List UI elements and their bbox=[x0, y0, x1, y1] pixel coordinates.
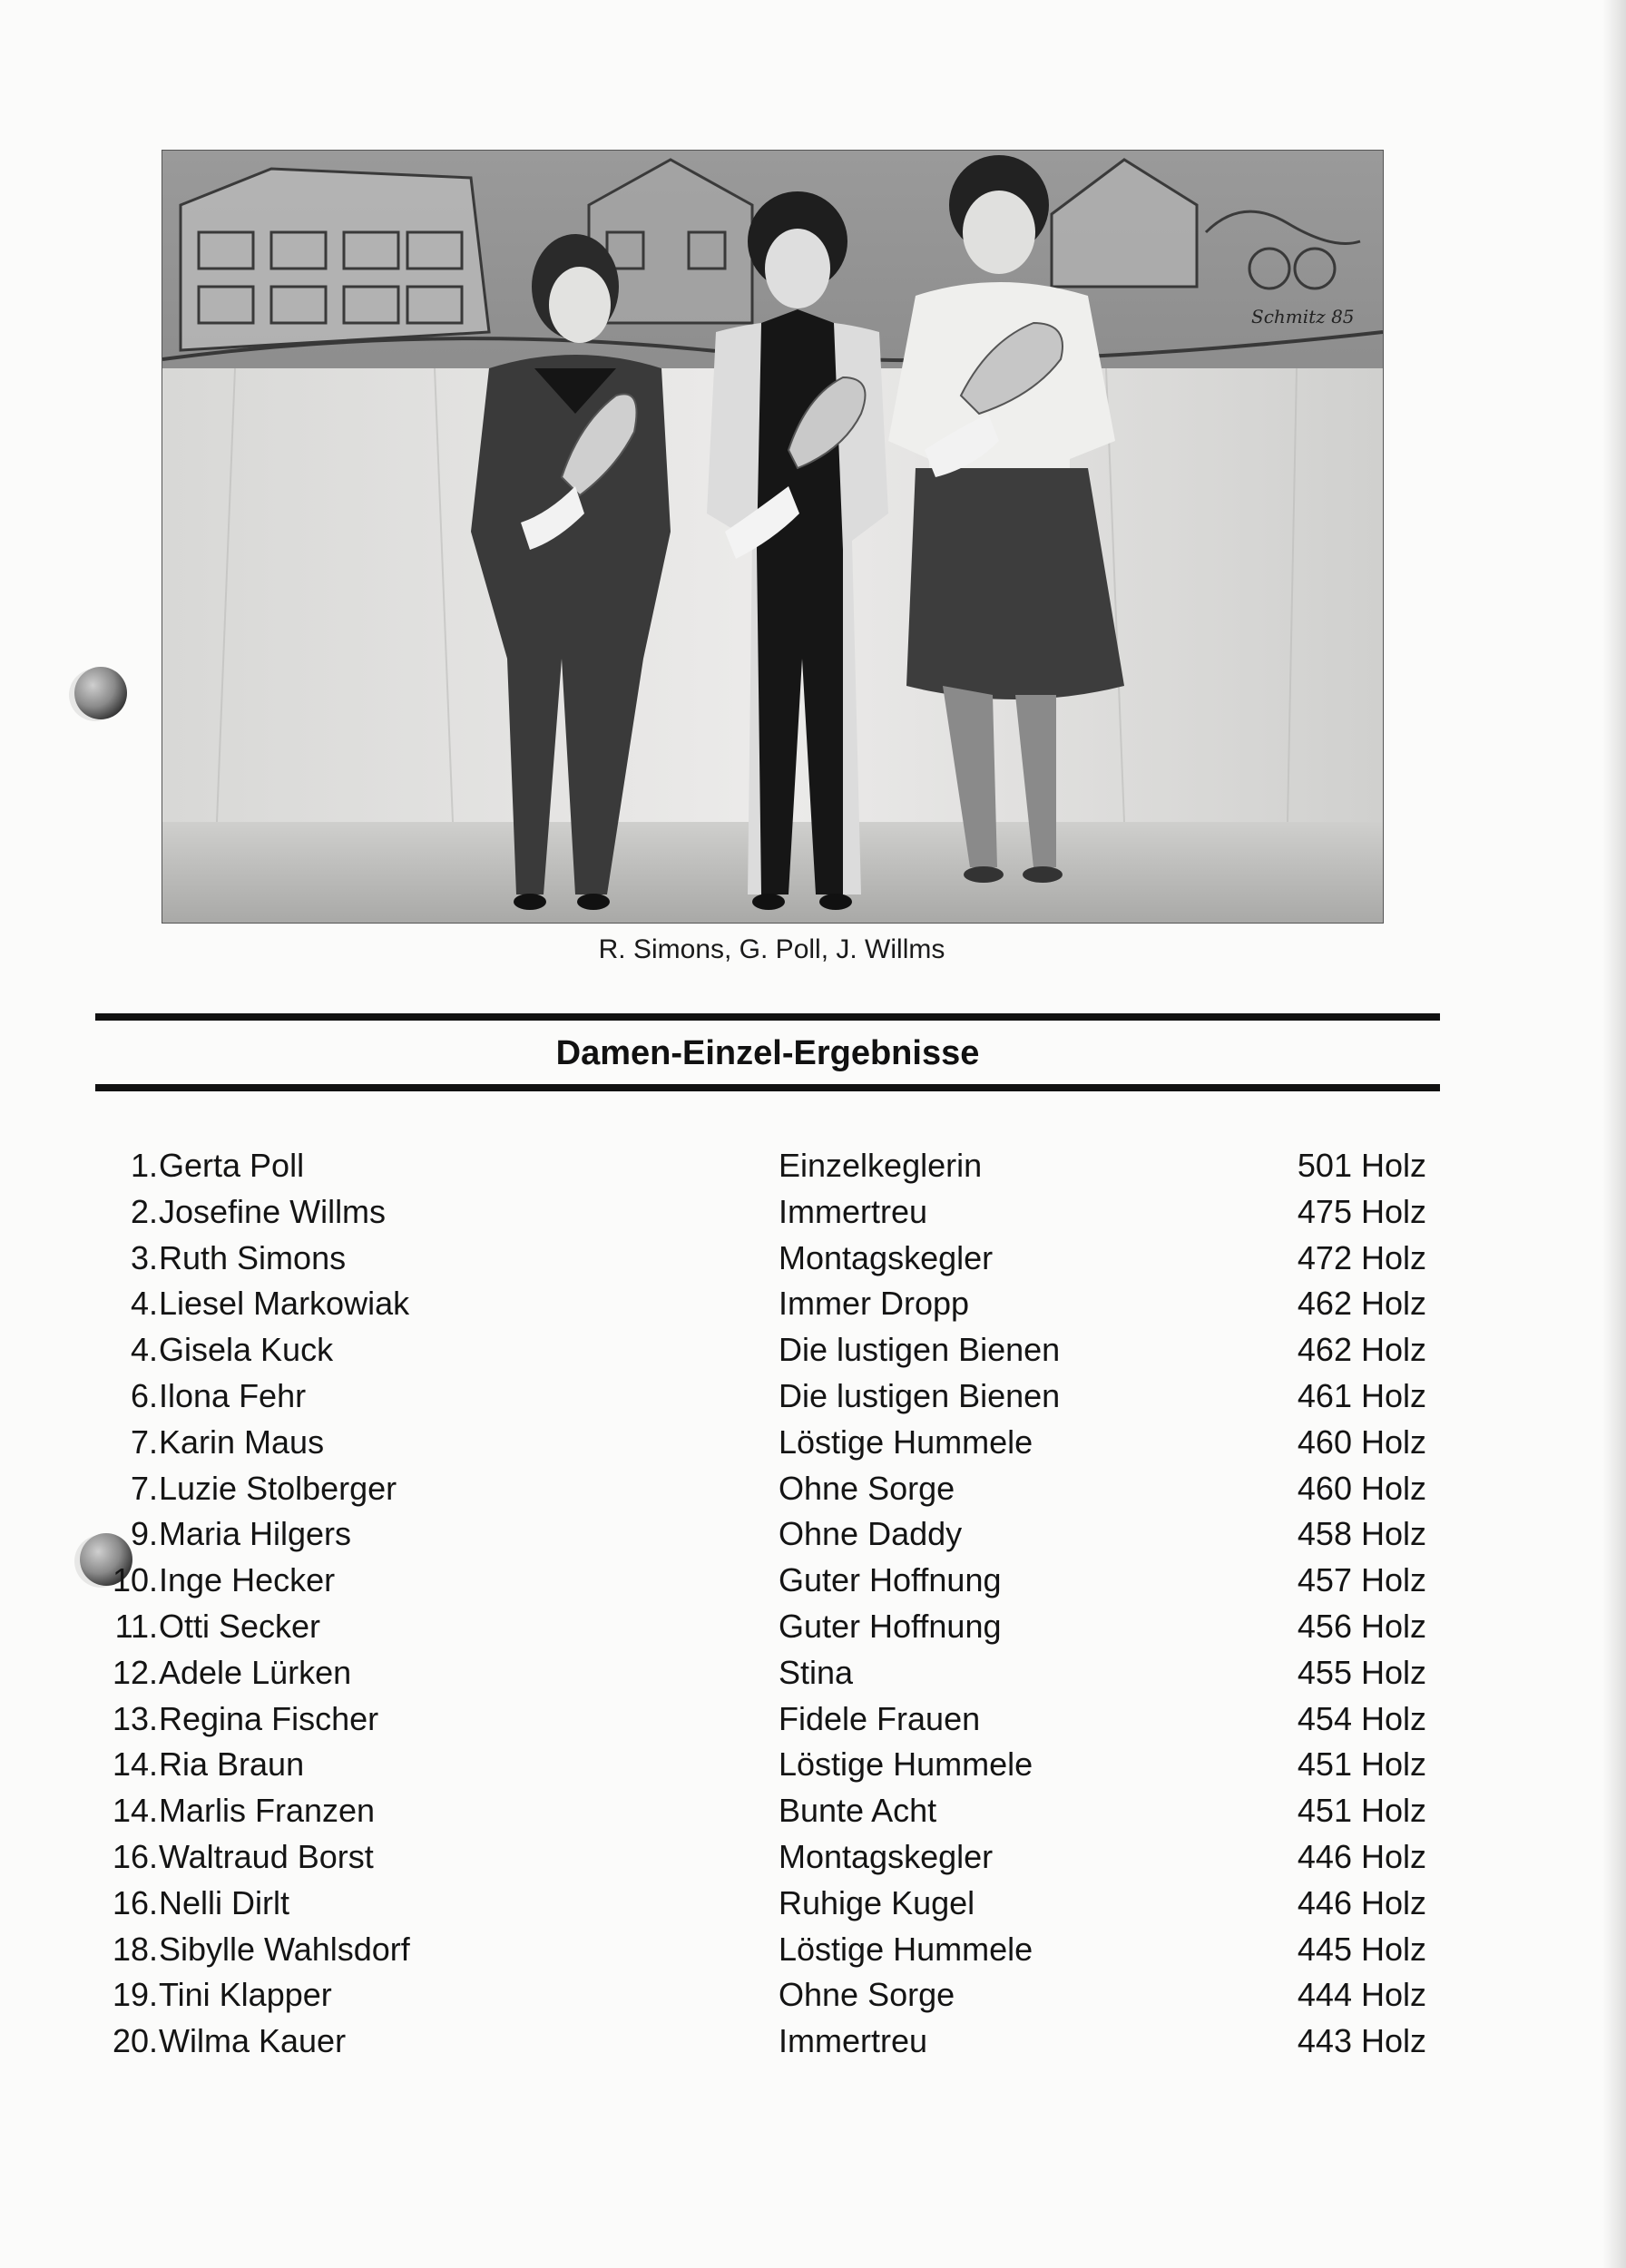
result-name: Gerta Poll bbox=[159, 1147, 305, 1184]
result-name: Liesel Markowiak bbox=[159, 1285, 410, 1323]
photo-caption: R. Simons, G. Poll, J. Willms bbox=[598, 934, 945, 964]
result-club: Löstige Hummele bbox=[779, 1745, 1033, 1784]
result-name: Waltraud Borst bbox=[159, 1837, 374, 1875]
result-rank: 10. bbox=[112, 1561, 158, 1599]
result-club: Die lustigen Bienen bbox=[779, 1376, 1061, 1414]
result-row bbox=[0, 1696, 1626, 1743]
result-row bbox=[0, 1327, 1626, 1374]
result-row bbox=[0, 1281, 1626, 1327]
result-score: 460 Holz bbox=[1297, 1422, 1426, 1461]
result-rank: 14. bbox=[112, 1792, 158, 1830]
result-name: Adele Lürken bbox=[159, 1653, 352, 1691]
result-row bbox=[0, 1511, 1626, 1558]
result-score: 501 Holz bbox=[1297, 1147, 1426, 1184]
result-club: Guter Hoffnung bbox=[779, 1607, 1002, 1645]
result-row bbox=[0, 1189, 1626, 1236]
result-score: 457 Holz bbox=[1297, 1561, 1426, 1599]
result-rank: 4. bbox=[130, 1331, 158, 1369]
result-row bbox=[0, 1972, 1626, 2019]
result-score: 460 Holz bbox=[1297, 1469, 1426, 1507]
result-club: Fidele Frauen bbox=[779, 1699, 981, 1737]
result-score: 451 Holz bbox=[1297, 1792, 1426, 1830]
result-name: Otti Secker bbox=[159, 1607, 321, 1645]
result-score: 454 Holz bbox=[1297, 1699, 1426, 1737]
result-row bbox=[0, 1558, 1626, 1604]
result-name: Josefine Willms bbox=[159, 1192, 387, 1230]
result-score: 446 Holz bbox=[1297, 1837, 1426, 1875]
result-club: Löstige Hummele bbox=[779, 1422, 1033, 1461]
result-club: Montagskegler bbox=[779, 1238, 994, 1276]
result-row bbox=[0, 2019, 1626, 2065]
result-row bbox=[0, 1788, 1626, 1834]
result-club: Stina bbox=[779, 1653, 854, 1691]
result-rank: 4. bbox=[130, 1285, 158, 1323]
result-name: Maria Hilgers bbox=[159, 1515, 352, 1553]
result-name: Karin Maus bbox=[159, 1422, 325, 1461]
result-score: 456 Holz bbox=[1297, 1607, 1426, 1645]
result-rank: 11. bbox=[114, 1607, 158, 1645]
group-photo bbox=[162, 150, 1384, 924]
result-row bbox=[0, 1650, 1626, 1696]
result-rank: 12. bbox=[112, 1653, 158, 1691]
result-name: Nelli Dirlt bbox=[159, 1883, 289, 1921]
result-rank: 16. bbox=[112, 1837, 158, 1875]
result-club: Bunte Acht bbox=[779, 1792, 937, 1830]
result-row bbox=[0, 1927, 1626, 1973]
result-rank: 13. bbox=[112, 1699, 158, 1737]
result-row bbox=[0, 1604, 1626, 1650]
result-rank: 7. bbox=[130, 1469, 158, 1507]
result-club: Ohne Sorge bbox=[779, 1976, 955, 2014]
result-name: Luzie Stolberger bbox=[159, 1469, 397, 1507]
punch-hole-icon bbox=[74, 667, 127, 719]
result-score: 472 Holz bbox=[1297, 1238, 1426, 1276]
result-score: 455 Holz bbox=[1297, 1653, 1426, 1691]
result-club: Guter Hoffnung bbox=[779, 1561, 1002, 1599]
result-score: 444 Holz bbox=[1297, 1976, 1426, 2014]
result-row bbox=[0, 1420, 1626, 1466]
result-row bbox=[0, 1466, 1626, 1512]
result-score: 445 Holz bbox=[1297, 1930, 1426, 1968]
result-row bbox=[0, 1374, 1626, 1420]
result-score: 443 Holz bbox=[1297, 2022, 1426, 2060]
result-row bbox=[0, 1143, 1626, 1189]
result-club: Immertreu bbox=[779, 1192, 928, 1230]
result-name: Sibylle Wahlsdorf bbox=[159, 1930, 410, 1968]
result-name: Tini Klapper bbox=[159, 1976, 332, 2014]
result-club: Ruhige Kugel bbox=[779, 1883, 975, 1921]
result-name: Marlis Franzen bbox=[159, 1792, 376, 1830]
result-score: 451 Holz bbox=[1297, 1745, 1426, 1784]
section-title: Damen-Einzel-Ergebnisse bbox=[555, 1034, 980, 1072]
result-row bbox=[0, 1834, 1626, 1881]
result-score: 446 Holz bbox=[1297, 1883, 1426, 1921]
group-photo-illustration bbox=[162, 151, 1383, 923]
result-club: Immer Dropp bbox=[779, 1285, 970, 1323]
result-rank: 7. bbox=[130, 1422, 158, 1461]
result-score: 458 Holz bbox=[1297, 1515, 1426, 1553]
result-name: Wilma Kauer bbox=[159, 2022, 347, 2060]
result-score: 462 Holz bbox=[1297, 1331, 1426, 1369]
result-name: Regina Fischer bbox=[159, 1699, 379, 1737]
results-list bbox=[0, 1143, 1626, 2065]
result-rank: 18. bbox=[112, 1930, 158, 1968]
result-score: 462 Holz bbox=[1297, 1285, 1426, 1323]
result-row bbox=[0, 1742, 1626, 1788]
result-club: Immertreu bbox=[779, 2022, 928, 2060]
result-club: Ohne Sorge bbox=[779, 1469, 955, 1507]
result-name: Ilona Fehr bbox=[159, 1376, 307, 1414]
result-club: Die lustigen Bienen bbox=[779, 1331, 1061, 1369]
result-rank: 6. bbox=[130, 1376, 158, 1414]
result-score: 461 Holz bbox=[1297, 1376, 1426, 1414]
result-name: Ria Braun bbox=[159, 1745, 305, 1784]
result-name: Gisela Kuck bbox=[159, 1331, 334, 1369]
result-name: Inge Hecker bbox=[159, 1561, 336, 1599]
result-rank: 2. bbox=[130, 1192, 158, 1230]
painting-signature: Schmitz 85 bbox=[1251, 306, 1355, 327]
top-rule bbox=[95, 1013, 1440, 1021]
result-rank: 3. bbox=[130, 1238, 158, 1276]
result-name: Ruth Simons bbox=[159, 1238, 347, 1276]
result-club: Montagskegler bbox=[779, 1837, 994, 1875]
result-rank: 19. bbox=[112, 1976, 158, 2014]
result-score: 475 Holz bbox=[1297, 1192, 1426, 1230]
result-rank: 20. bbox=[112, 2022, 158, 2060]
result-row bbox=[0, 1881, 1626, 1927]
result-rank: 1. bbox=[130, 1147, 158, 1184]
result-rank: 9. bbox=[130, 1515, 158, 1553]
result-rank: 16. bbox=[112, 1883, 158, 1921]
result-club: Ohne Daddy bbox=[779, 1515, 963, 1553]
result-rank: 14. bbox=[112, 1745, 158, 1784]
bottom-rule bbox=[95, 1084, 1440, 1091]
result-club: Einzelkeglerin bbox=[779, 1147, 983, 1184]
result-row bbox=[0, 1236, 1626, 1282]
result-club: Löstige Hummele bbox=[779, 1930, 1033, 1968]
